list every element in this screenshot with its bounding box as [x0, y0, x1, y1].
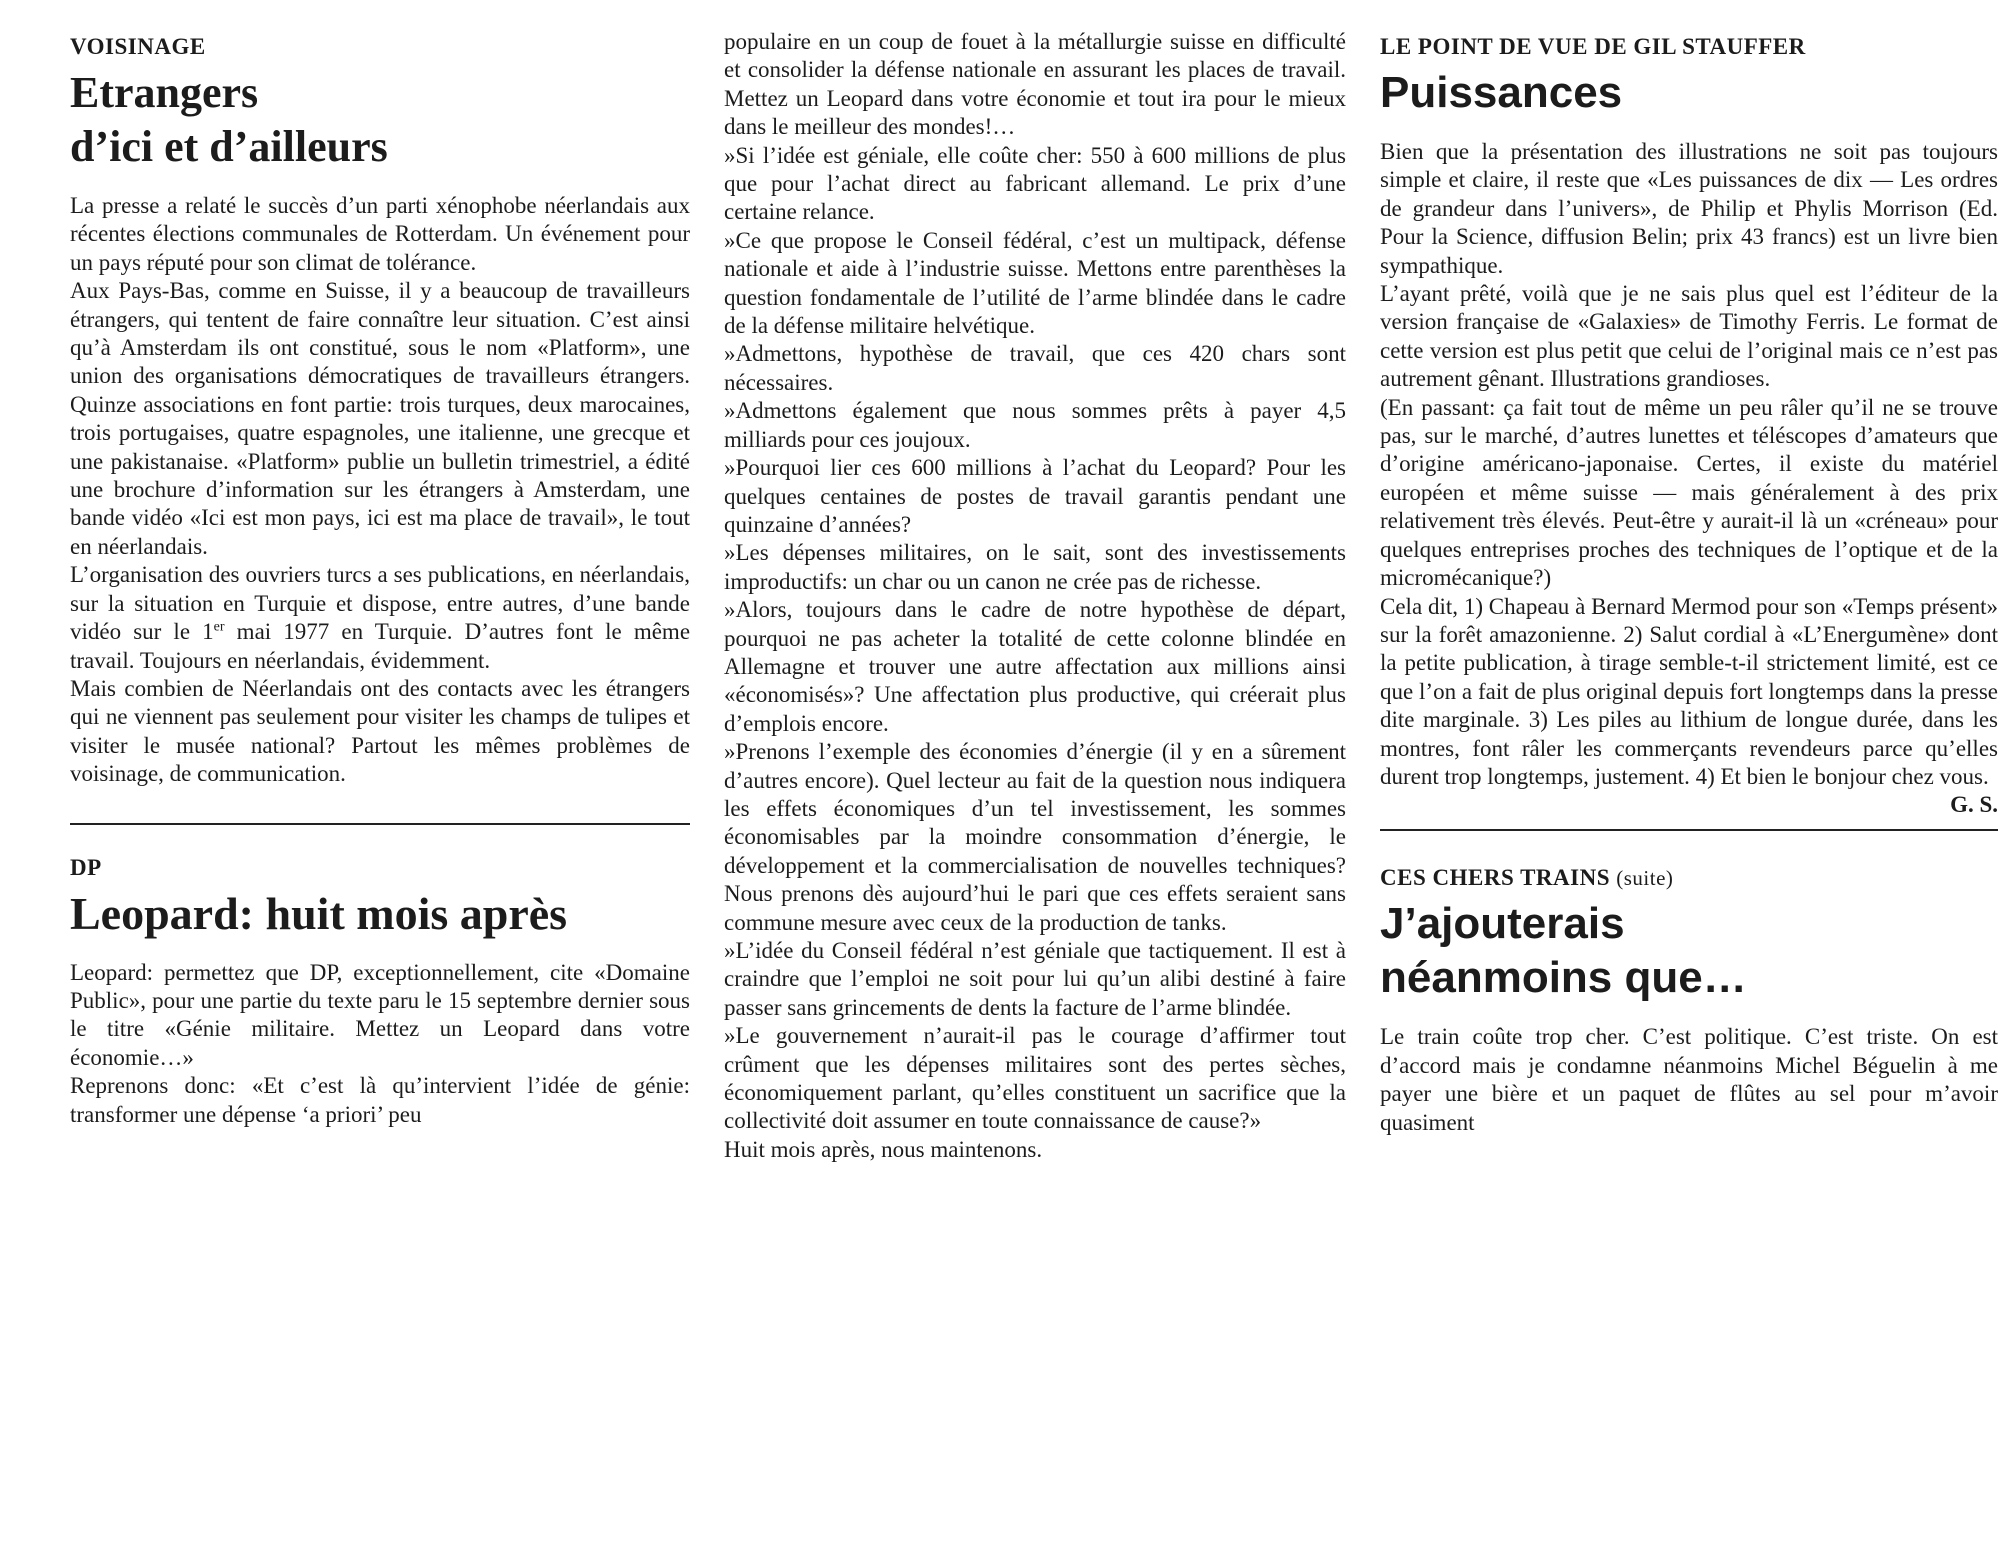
paragraph: »Les dépenses militaires, on le sait, sont des investissements improductifs: un char ou un canon ne crée pas de richesse. — [724, 540, 1346, 594]
article-kicker — [1380, 865, 1998, 891]
article-kicker: LE POINT DE VUE DE GIL STAUFFER — [1380, 34, 1806, 59]
paragraph: (En passant: ça fait tout de même un peu râler qu’il ne se trouve pas, sur le marché, d’autres lunettes et téléscopes d’amateurs que d’origine américano-japonaise. Certes, il existe du matériel européen et même suisse — mais généralement à des prix relativement très élevés. Peut-être y aurait-il là un «créneau» pour quelques entreprises proches des techniques de l’optique et de la micromécanique?) — [1380, 394, 1998, 591]
article-trains — [1380, 865, 1998, 1137]
paragraph: »Si l’idée est géniale, elle coûte cher: 550 à 600 millions de plus que pour l’achat direct au fabricant allemand. Le prix d’une certaine relance. — [724, 142, 1346, 225]
ordinal-suffix: er — [213, 619, 225, 635]
paragraph: »Admettons, hypothèse de travail, que ces 420 chars sont nécessaires. — [724, 341, 1346, 395]
article-voisinage — [70, 34, 690, 789]
paragraph: Huit mois après, nous maintenons. — [724, 1136, 1043, 1162]
article-kicker: VOISINAGE — [70, 34, 206, 59]
kicker-suffix: (suite) — [1616, 866, 1674, 891]
paragraph: Aux Pays-Bas, comme en Suisse, il y a beaucoup de travailleurs étrangers, qui tentent de faire connaître leur situation. C’est ainsi qu’à Amsterdam ils ont constitué, sous le nom «Platform», une union des organisations démocratiques de travailleurs étrangers. Quinze associations en font partie: trois turques, deux marocaines, trois portugaises, quatre espagnoles, une italienne, une grecque et une pakistanaise. «Platform» publie un bulletin trimestriel, a édité une brochure d’information sur les étrangers à Amsterdam, une bande vidéo «Ici est mon pays, ici est ma place de travail», le tout en néerlandais. — [70, 278, 690, 559]
paragraph: Bien que la présentation des illustrations ne soit pas toujours simple et claire, il reste que «Les puissances de dix — Les ordres de grandeur dans l’univers», de Philip et Phylis Morrison (Ed. Pour la Science, diffusion Belin; prix 43 francs) est un livre bien sympathique. — [1380, 139, 1998, 278]
headline-line: J’ajouterais — [1380, 899, 1625, 949]
paragraph: »Le gouvernement n’aurait-il pas le courage d’affirmer tout crûment que les dépenses militaires sont des pertes sèches, économiquement parlant, qu’elles constituent un sacrifice que la collectivité doit assumer en toute connaissance de cause?» — [724, 1023, 1346, 1134]
article-headline: Puissances — [1380, 68, 1623, 117]
paragraph: La presse a relaté le succès d’un parti xénophobe néerlandais aux récentes élections communales de Rotterdam. Un événement pour un pays réputé pour son climat de tolérance. — [70, 193, 690, 275]
paragraph: »Alors, toujours dans le cadre de notre hypothèse de départ, pourquoi ne pas acheter la totalité de cette colonne blindée en Allemagne et trouver une autre affectation aux millions ainsi «économisés»? Une affectation plus productive, qui créerait plus d’emplois encore. — [724, 597, 1346, 736]
headline-line: Etrangers — [70, 68, 259, 117]
article-kicker: DP — [70, 854, 102, 880]
section-divider — [1380, 829, 1998, 831]
headline-line: d’ici et d’ailleurs — [70, 122, 388, 171]
paragraph-text: L’organisation des ouvriers turcs a ses publications, en néerlandais, sur la situation en Turquie et dispose, entre autres, d’une bande vidéo sur le — [70, 562, 690, 645]
headline-line: néanmoins que… — [1380, 953, 1747, 1003]
paragraph: »Ce que propose le Conseil fédéral, c’est un multipack, défense nationale et aide à l’industrie suisse. Mettons entre parenthèses la question fondamentale de l’utilité de l’arme blindée dans le cadre de la défense militaire helvétique. — [724, 227, 1346, 339]
left-column — [70, 28, 690, 1129]
paragraph: Le train coûte trop cher. C’est politique. C’est triste. On est d’accord mais je condamne néanmoins Michel Béguelin à me payer une bière et un paquet de flûtes au sel pour m’avoir quasiment — [1380, 1024, 1998, 1135]
paragraph: »L’idée du Conseil fédéral n’est géniale que tactiquement. Il est à craindre que l’emploi ne soit pour lui qu’un alibi destiné à faire passer sans grincements de dents la facture de l’arme blindée. — [724, 938, 1346, 1020]
article-headline — [70, 66, 690, 174]
article-leopard — [70, 855, 690, 1129]
right-column — [1380, 28, 1998, 1137]
middle-column — [724, 28, 1346, 1164]
paragraph: »Admettons également que nous sommes prêts à payer 4,5 milliards pour ces joujoux. — [724, 398, 1346, 452]
paragraph: Reprenons donc: «Et c’est là qu’intervient l’idée de génie: transformer une dépense ‘a priori’ peu — [70, 1073, 690, 1127]
kicker-text: CES CHERS TRAINS — [1380, 865, 1610, 891]
paragraph-text: mai 1977 en Turquie. D’autres font le même travail. Toujours en néerlandais, évidemment. — [70, 619, 691, 673]
paragraph: L’ayant prêté, voilà que je ne sais plus quel est l’éditeur de la version française de «Galaxies» de Timothy Ferris. Le format de cette version est plus petit que celui de l’original mais ce n’est pas autrement gênant. Illustrations grandioses. — [1380, 281, 1998, 392]
paragraph: »Pourquoi lier ces 600 millions à l’achat du Leopard? Pour les quelques centaines de postes de travail garantis pendant une quinzaine d’années? — [724, 455, 1346, 537]
article-headline: Leopard: huit mois après — [70, 887, 568, 939]
author-signature: G. S. — [1950, 792, 1998, 818]
paragraph: Mais combien de Néerlandais ont des contacts avec les étrangers qui ne viennent pas seulement pour visiter les champs de tulipes et visiter le musée national? Partout les mêmes problèmes de voisinage, de communication. — [70, 675, 690, 787]
paragraph: populaire en un coup de fouet à la métallurgie suisse en difficulté et consolider la défense nationale en assurant les places de travail. Mettez un Leopard dans votre économie et tout ira pour le mieux dans le meilleur des mondes!… — [724, 29, 1346, 140]
paragraph — [1380, 593, 1998, 818]
paragraph: Leopard: permettez que DP, exceptionnellement, cite «Domaine Public», pour une partie du texte paru le 15 septembre dernier sous le titre «Génie militaire. Mettez un Leopard dans votre économie…» — [70, 959, 690, 1070]
paragraph-text: Cela dit, 1) Chapeau à Bernard Mermod pour son «Temps présent» sur la forêt amazonienne. 2) Salut cordial à «L’Energumène» dont la petite publication, à tirage semble-t-il strictement limité, est ce que l’on a fait de plus original depuis fort longtemps dans la presse dite marginale. 3) Les piles au lithium de longue durée, dans les montres, font râler les commerçants revendeurs parce qu’elles durent trop longtemps, justement. 4) Et bien le bonjour chez vous. — [1380, 593, 1998, 789]
paragraph: L’organisation des ouvriers turcs a ses publications, en néerlandais, sur la situation en Turquie et dispose, entre autres, d’une bande vidéo sur le 1er mai 1977 en Turquie. D’autres font le même travail. Toujours en néerlandais, évidemment. — [70, 562, 691, 673]
section-divider — [70, 823, 690, 825]
paragraph: »Prenons l’exemple des économies d’énergie (il y en a sûrement d’autres encore). Quel lecteur au fait de la question nous indiquera les effets économiques d’un tel investissement, les sommes économisables par la moindre consommation d’énergie, le développement et la commercialisation de nouvelles techniques? Nous prenons dès aujourd’hui le pari que ces effets seraient sans commune mesure avec ceux de la production de tanks. — [724, 739, 1346, 935]
article-puissances — [1380, 34, 1998, 818]
article-headline — [1380, 897, 1998, 1005]
